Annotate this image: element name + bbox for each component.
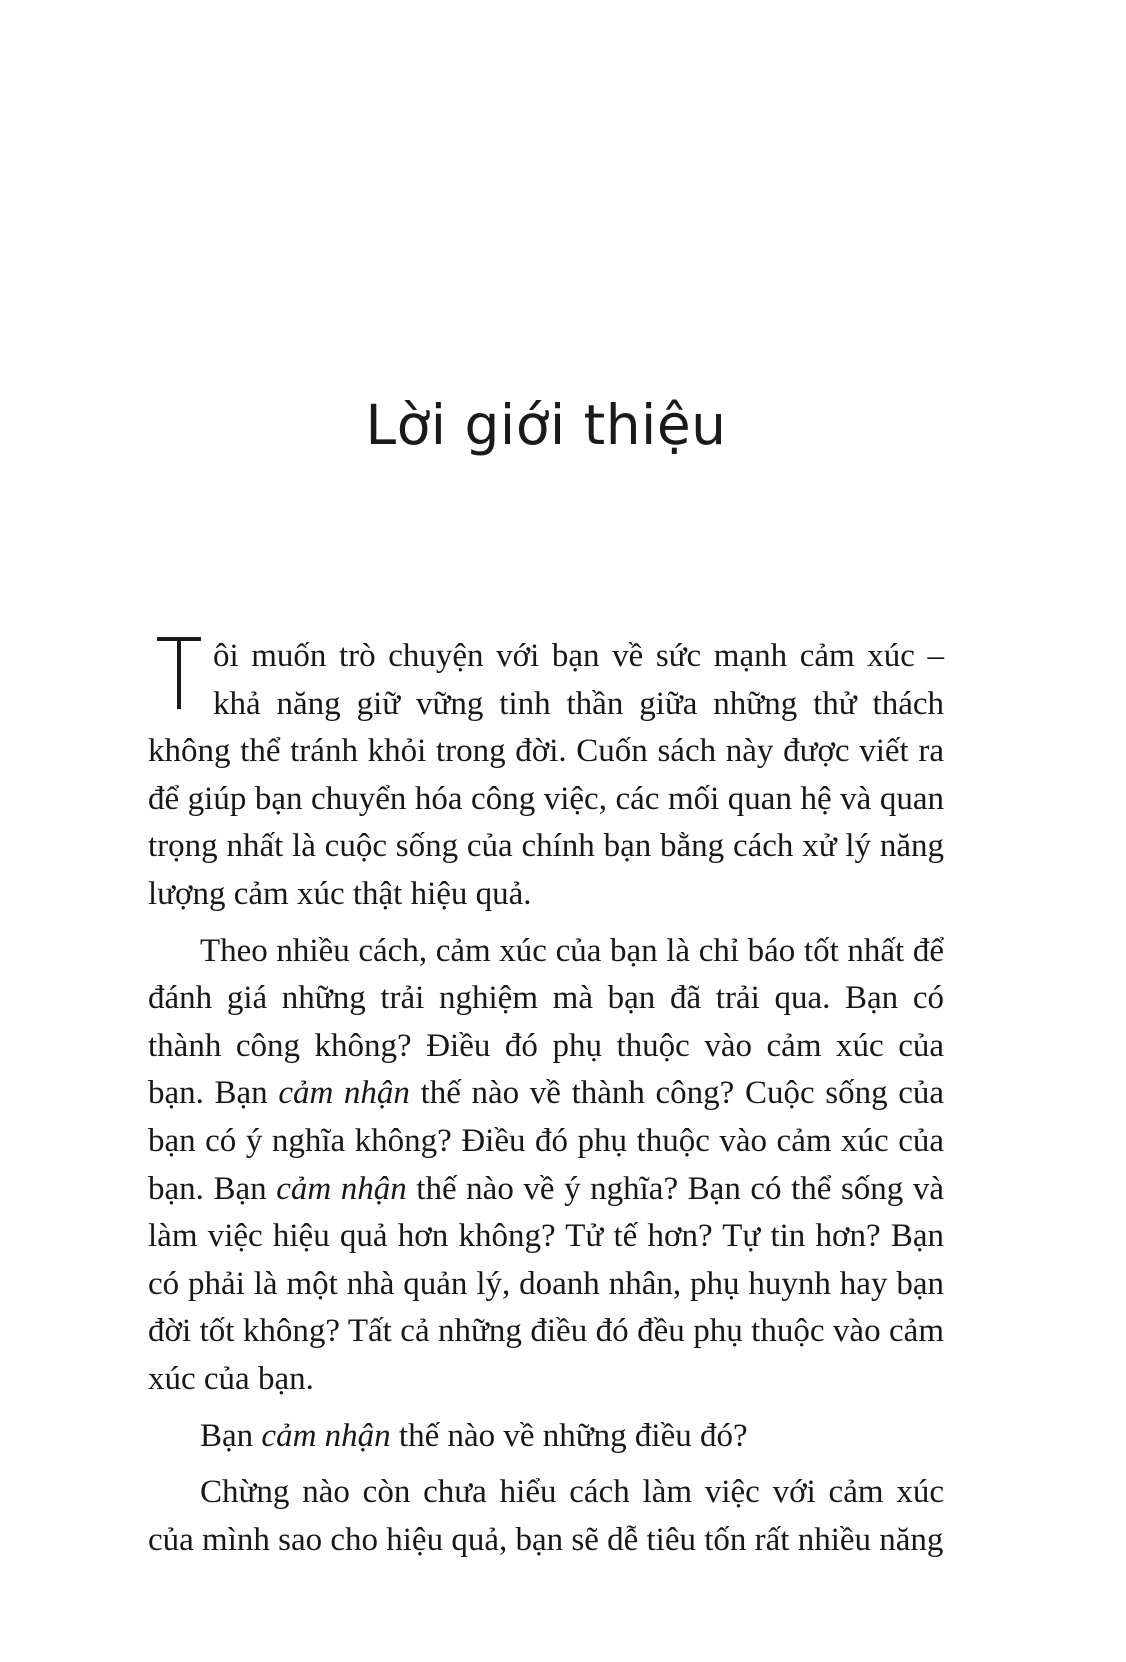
paragraph <box>148 633 944 919</box>
body-text: Bạn <box>200 1417 262 1454</box>
body-text: Theo nhiều cách, cảm xúc của bạn là chỉ báo tốt nhất để đánh giá những trải nghiệm mà bạn đã trải qua. Bạn có thành công không? Điều đó phụ thuộc vào cảm xúc của bạn. Bạn <box>148 932 944 1112</box>
text-column <box>148 0 944 1564</box>
emphasis-text: cảm nhận <box>278 1075 410 1112</box>
dropcap-stem <box>177 637 181 709</box>
paragraph <box>148 928 944 1404</box>
chapter-title: Lời giới thiệu <box>365 393 727 457</box>
body-text: Chừng nào còn chưa hiểu cách làm việc với cảm xúc của mình sao cho hiệu quả, bạn sẽ dễ tiêu tốn rất nhiều năng <box>148 1474 944 1558</box>
body-text: thế nào về thành công? Cuộc sống của bạn có ý nghĩa không? Điều đó phụ thuộc vào cảm xúc của bạn. Bạn <box>148 1075 944 1207</box>
body-text: thế nào về những điều đó? <box>390 1417 748 1454</box>
body-text: thế nào về ý nghĩa? Bạn có thể sống và làm việc hiệu quả hơn không? Tử tế hơn? Tự tin hơn? Bạn có phải là một nhà quản lý, doanh nhân, phụ huynh hay bạn đời tốt không? Tất cả những điều đó đều phụ thuộc vào cảm xúc của bạn. <box>148 1170 945 1397</box>
emphasis-text: cảm nhận <box>276 1170 407 1207</box>
body-text: ôi muốn trò chuyện với bạn về sức mạnh cảm xúc – khả năng giữ vững tinh thần giữa những thử thách không thể tránh khỏi trong đời. Cuốn sách này được viết ra để giúp bạn chuyển hóa công việc, các mối quan hệ và quan trọng nhất là cuộc sống của chính bạn bằng cách xử lý năng lượng cảm xúc thật hiệu quả. <box>148 638 944 912</box>
emphasis-text: cảm nhận <box>261 1417 391 1454</box>
paragraph <box>148 1469 944 1564</box>
paragraph <box>148 1413 944 1461</box>
body-text-block <box>148 633 944 1564</box>
dropcap-letter <box>157 637 201 709</box>
